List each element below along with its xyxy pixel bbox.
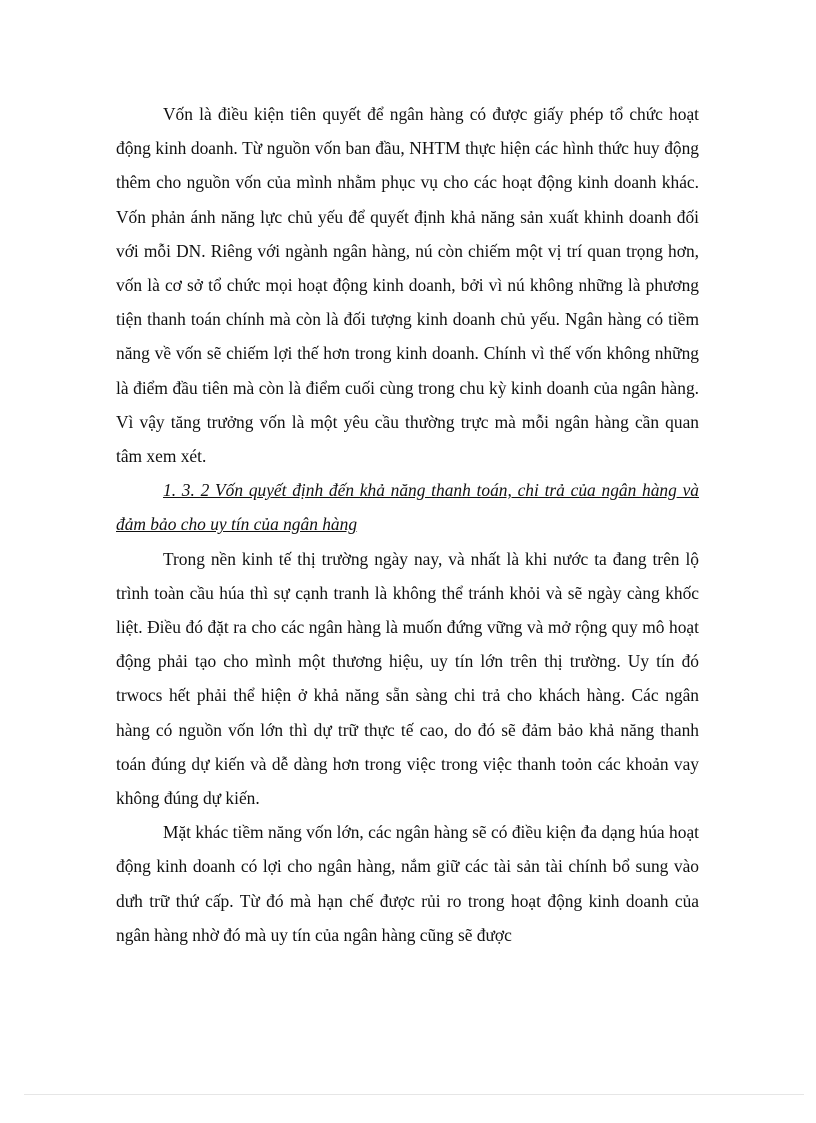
document-body [116, 97, 699, 952]
paragraph-diversification: Mặt khác tiềm năng vốn lớn, các ngân hàng sẽ có điều kiện đa dạng húa hoạt động kinh doanh có lợi cho ngân hàng, nắm giữ các tài sản tài chính bổ sung vào dưh trữ thứ cấp. Từ đó mà hạn chế được rủi ro trong hoạt động kinh doanh của ngân hàng nhờ đó mà uy tín của ngân hàng cũng sẽ được [116, 822, 699, 945]
paragraph-market-reputation: Trong nền kinh tế thị trường ngày nay, và nhất là khi nước ta đang trên lộ trình toàn cầu húa thì sự cạnh tranh là không thể tránh khỏi và sẽ ngày càng khốc liệt. Điều đó đặt ra cho các ngân hàng là muốn đứng vững và mở rộng quy mô hoạt động phải tạo cho mình một thương hiệu, uy tín lớn trên thị trường. Uy tín đó trwocs hết phải thể hiện ở khả năng sẵn sàng chi trả cho khách hàng. Các ngân hàng có nguồn vốn lớn thì dự trữ thực tế cao, do đó sẽ đảm bảo khả năng thanh toán đúng dự kiến và dễ dàng hơn trong việc trong việc thanh toỏn các khoản vay không đúng dự kiến. [116, 548, 699, 809]
page-bottom-divider [24, 1094, 804, 1095]
paragraph-capital-role: Vốn là điều kiện tiên quyết để ngân hàng có được giấy phép tổ chức hoạt động kinh doanh. Từ nguồn vốn ban đầu, NHTM thực hiện các hình thức huy động thêm cho nguồn vốn của mình nhằm phục vụ cho các hoạt động kinh doanh khác. Vốn phản ánh năng lực chủ yếu để quyết định khả năng sản xuất khinh doanh đối với mỗi DN. Riêng với ngành ngân hàng, nú còn chiếm một vị trí quan trọng hơn, vốn là cơ sở tổ chức mọi hoạt động kinh doanh, bởi vì nú không những là phương tiện thanh toán chính mà còn là đối tượng kinh doanh chủ yếu. Ngân hàng có tiềm năng về vốn sẽ chiếm lợi thế hơn trong kinh doanh. Chính vì thế vốn không những là điểm đầu tiên mà còn là điểm cuối cùng trong chu kỳ kinh doanh của ngân hàng. Vì vậy tăng trưởng vốn là một yêu cầu thường trực mà mỗi ngân hàng cần quan tâm xem xét. [116, 104, 699, 467]
section-heading-1-3-2: 1. 3. 2 Vốn quyết định đến khả năng thanh toán, chi trả của ngân hàng và đảm bảo cho uy tín của ngân hàng [116, 480, 699, 535]
